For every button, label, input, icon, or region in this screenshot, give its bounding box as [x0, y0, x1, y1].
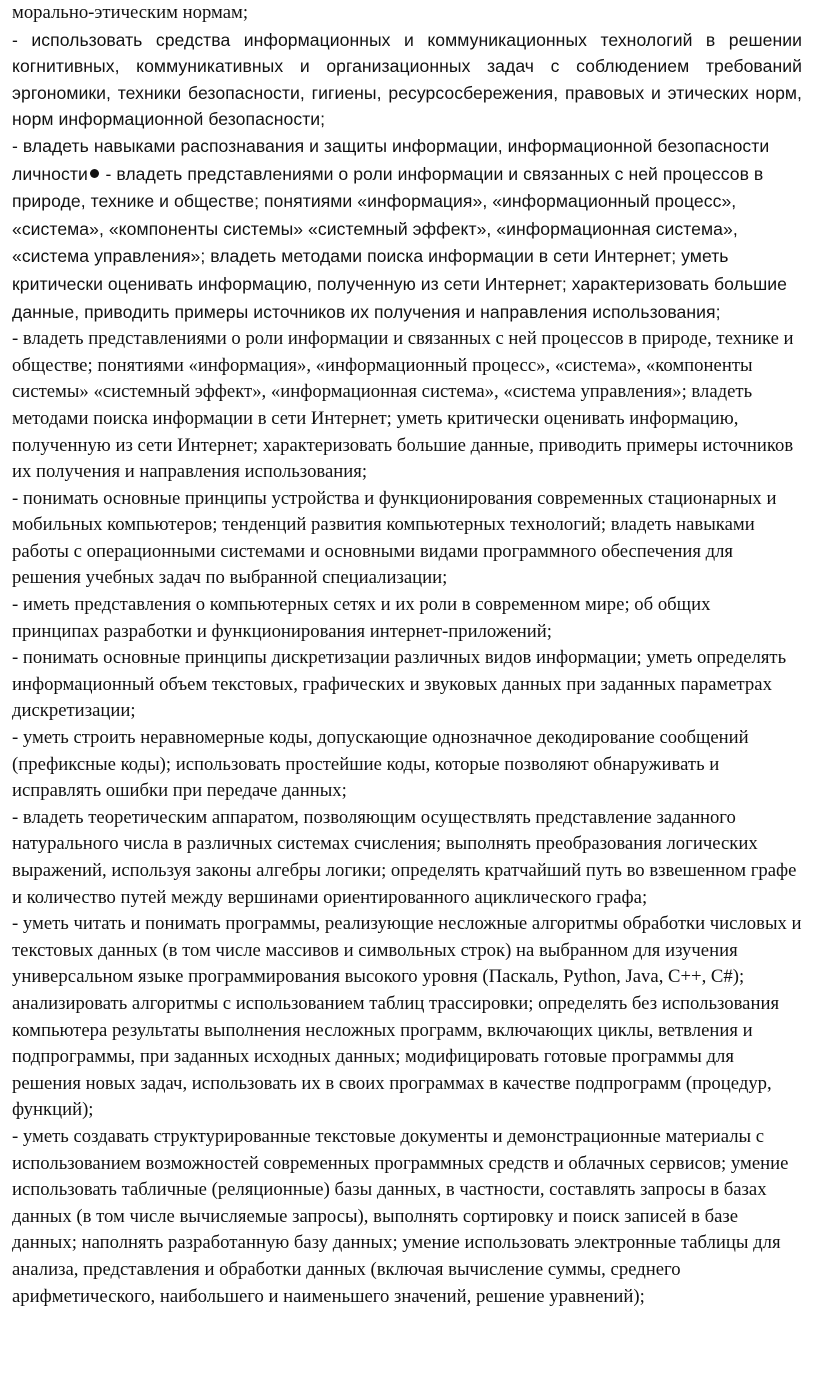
paragraph-documents-databases	[12, 1124, 802, 1310]
paragraph-continuation	[12, 0, 802, 27]
paragraph-computer-principles	[12, 486, 802, 592]
document-page	[12, 0, 802, 1310]
bullet-icon	[90, 169, 99, 178]
paragraph-codes	[12, 725, 802, 805]
paragraph-text: - владеть навыками распознавания и защиты информации, информационной безопасности личности	[12, 135, 770, 184]
paragraph-text: - иметь представления о компьютерных сетях и их роли в современном мире; об общих принципах разработки и функционирования интернет-приложений;	[12, 594, 711, 642]
paragraph-text: - владеть теоретическим аппаратом, позволяющим осуществлять представление заданного натурального числа в различных системах счисления; выполнять преобразования логических выражений, используя законы алгебры логики; определять кратчайший путь во взвешенном графе и количество путей между вершинами ориентированного ациклического графа;	[12, 806, 797, 908]
paragraph-information-role	[12, 326, 802, 486]
paragraph-information-security	[12, 133, 802, 326]
paragraph-text: - понимать основные принципы дискретизации различных видов информации; уметь определять информационный объем текстовых, графических и звуковых данных при заданных параметрах дискретизации;	[12, 647, 787, 722]
paragraph-text: - владеть представлениями о роли информации и связанных с ней процессов в природе, технике и обществе; понятиями «информация», «информационный процесс», «система», «компоненты системы» «системный эффект», «информационная система», «система управления»; владеть методами поиска информации в сети Интернет; уметь критически оценивать информацию, полученную из сети Интернет; характеризовать большие данные, приводить примеры источников их получения и направления использования;	[12, 328, 794, 483]
paragraph-text-inline: - владеть представлениями о роли информации и связанных с ней процессов в природе, технике и обществе; понятиями «информация», «информационный процесс», «система», «компоненты системы» «системный эффект», «информационная система», «система управления»; владеть методами поиска информации в сети Интернет; уметь критически оценивать информацию, полученную из сети Интернет; характеризовать большие данные, приводить примеры источников их получения и направления использования;	[12, 163, 788, 322]
paragraph-computer-networks	[12, 592, 802, 645]
paragraph-ict-usage	[12, 27, 802, 133]
paragraph-theoretical-apparatus	[12, 805, 802, 911]
paragraph-text: - уметь читать и понимать программы, реализующие несложные алгоритмы обработки числовых и текстовых данных (в том числе массивов и символьных строк) на выбранном для изучения универсальном языке программирования высокого уровня (Паскаль, Python, Java, C++, C#); анализировать алгоритмы с использованием таблиц трассировки; определять без использования компьютера результаты выполнения несложных программ, включающих циклы, ветвления и подпрограммы, при заданных исходных данных; модифицировать готовые программы для решения новых задач, использовать их в своих программах в качестве подпрограмм (процедур, функций);	[12, 913, 802, 1121]
paragraph-text: - использовать средства информационных и коммуникационных технологий в решении когнитивных, коммуникативных и организационных задач с соблюдением требований эргономики, техники безопасности, гигиены, ресурсосбережения, правовых и этических норм, норм информационной безопасности;	[12, 29, 802, 130]
paragraph-programs	[12, 911, 802, 1124]
paragraph-discretization	[12, 645, 802, 725]
paragraph-text: - понимать основные принципы устройства и функционирования современных стационарных и мобильных компьютеров; тенденций развития компьютерных технологий; владеть навыками работы с операционными системами и основными видами программного обеспечения для решения учебных задач по выбранной специализации;	[12, 487, 777, 589]
paragraph-text: - уметь создавать структурированные текстовые документы и демонстрационные материалы с использованием возможностей современных программных средств и облачных сервисов; умение использовать табличные (реляционные) базы данных, в частности, составлять запросы в базах данных (в том числе вычисляемые запросы), выполнять сортировку и поиск записей в базе данных; наполнять разработанную базу данных; умение использовать электронные таблицы для анализа, представления и обработки данных (включая вычисление суммы, среднего арифметического, наибольшего и наименьшего значений, решение уравнений);	[12, 1125, 789, 1307]
paragraph-text: - уметь строить неравномерные коды, допускающие однозначное декодирование сообщений (префиксные коды); использовать простейшие коды, которые позволяют обнаруживать и исправлять ошибки при передаче данных;	[12, 727, 749, 802]
paragraph-text: морально-этическим нормам;	[12, 2, 249, 23]
